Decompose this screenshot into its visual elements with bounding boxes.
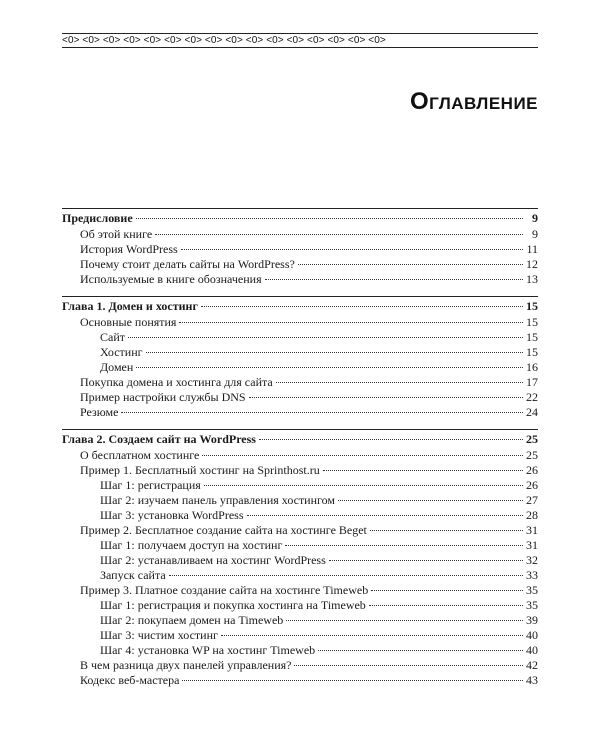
toc-page-number: 15 xyxy=(526,315,538,329)
toc-entry-title: Сайт xyxy=(100,330,125,344)
toc-page-number: 17 xyxy=(526,375,538,389)
toc-section xyxy=(62,673,538,688)
toc-subsection xyxy=(62,360,538,375)
toc-entry-title: Пример 3. Платное создание сайта на хостинге Timeweb xyxy=(80,583,369,597)
page-title: Оглавление xyxy=(409,88,538,115)
toc-entry-title: Шаг 3: чистим хостинг xyxy=(100,628,218,642)
dot-leader xyxy=(249,397,523,398)
toc-page-number: 13 xyxy=(526,272,538,286)
toc-subsection xyxy=(62,598,538,613)
toc-page-number: 31 xyxy=(526,538,538,552)
toc-entry-title: Пример 2. Бесплатное создание сайта на хостинге Beget xyxy=(80,523,367,537)
dot-leader xyxy=(181,249,523,250)
dot-leader xyxy=(285,545,523,546)
toc-subsection xyxy=(62,553,538,568)
dot-leader xyxy=(121,412,523,413)
toc-page-number: 22 xyxy=(526,390,538,404)
toc-page-number: 26 xyxy=(526,463,538,477)
toc-subsection xyxy=(62,568,538,583)
dot-leader xyxy=(276,382,523,383)
dot-leader xyxy=(323,470,523,471)
toc-page-number: 42 xyxy=(526,658,538,672)
toc-subsection xyxy=(62,478,538,493)
dot-leader xyxy=(265,279,523,280)
toc-subsection xyxy=(62,330,538,345)
toc-entry-title: Предисловие xyxy=(62,211,133,225)
dot-leader xyxy=(128,337,523,338)
toc-subsection xyxy=(62,345,538,360)
header-ornament: <0> <0> <0> <0> <0> <0> <0> <0> <0> <0> <0> <0> <0> <0> <0> <0> xyxy=(62,35,386,46)
toc-entry-title: Глава 2. Создаем сайт на WordPress xyxy=(62,432,256,446)
toc-entry-title: Шаг 1: регистрация xyxy=(100,478,201,492)
toc-page-number: 28 xyxy=(526,508,538,522)
toc-page-number: 25 xyxy=(526,448,538,462)
toc-page-number: 40 xyxy=(526,628,538,642)
toc-page-number: 15 xyxy=(526,345,538,359)
toc-page-number: 40 xyxy=(526,643,538,657)
toc-page-number: 43 xyxy=(526,673,538,687)
toc-page-number: 39 xyxy=(526,613,538,627)
toc-section xyxy=(62,405,538,420)
toc-entry-title: Резюме xyxy=(80,405,119,419)
dot-leader xyxy=(298,264,523,265)
dot-leader xyxy=(371,590,523,591)
toc-subsection xyxy=(62,493,538,508)
header-rule-bottom xyxy=(62,47,538,48)
dot-leader xyxy=(329,560,523,561)
toc-page-number: 26 xyxy=(526,478,538,492)
toc-chapter xyxy=(62,209,538,227)
dot-leader xyxy=(318,650,523,651)
toc-chapter xyxy=(62,297,538,315)
dot-leader xyxy=(247,515,524,516)
dot-leader xyxy=(202,455,523,456)
dot-leader xyxy=(370,530,523,531)
dot-leader xyxy=(369,605,523,606)
toc-entry-title: Пример 1. Бесплатный хостинг на Sprinthost.ru xyxy=(80,463,320,477)
toc-entry-title: Шаг 1: получаем доступ на хостинг xyxy=(100,538,283,552)
toc-section xyxy=(62,257,538,272)
dot-leader xyxy=(259,439,523,440)
toc-entry-title: Шаг 2: изучаем панель управления хостингом xyxy=(100,493,336,507)
toc-page-number: 27 xyxy=(526,493,538,507)
toc-page-number: 31 xyxy=(526,523,538,537)
toc-page-number: 16 xyxy=(526,360,538,374)
toc-page-number: 11 xyxy=(526,242,538,256)
dot-leader xyxy=(146,352,523,353)
toc-entry-title: Шаг 2: покупаем домен на Timeweb xyxy=(100,613,284,627)
toc-entry-title: Глава 1. Домен и хостинг xyxy=(62,299,198,313)
toc-entry-title: Домен xyxy=(100,360,134,374)
toc-page-number: 35 xyxy=(526,598,538,612)
toc-page-number: 32 xyxy=(526,553,538,567)
toc-entry-title: Запуск сайта xyxy=(100,568,166,582)
dot-leader xyxy=(182,680,523,681)
toc-page-number: 12 xyxy=(526,257,538,271)
dot-leader xyxy=(204,485,523,486)
toc-page-number: 33 xyxy=(526,568,538,582)
toc-entry-title: Шаг 4: установка WP на хостинг Timeweb xyxy=(100,643,316,657)
toc-chapter xyxy=(62,430,538,448)
toc-page-number: 24 xyxy=(526,405,538,419)
dot-leader xyxy=(179,322,523,323)
toc-page-number: 15 xyxy=(526,330,538,344)
dot-leader xyxy=(169,575,523,576)
toc-entry-title: Покупка домена и хостинга для сайта xyxy=(80,375,273,389)
dot-leader xyxy=(136,367,523,368)
toc-entry-title: О бесплатном хостинге xyxy=(80,448,200,462)
table-of-contents xyxy=(62,208,538,688)
dot-leader xyxy=(201,306,523,307)
toc-entry-title: История WordPress xyxy=(80,242,178,256)
toc-entry-title: В чем разница двух панелей управления? xyxy=(80,658,292,672)
toc-subsection xyxy=(62,613,538,628)
toc-section xyxy=(62,658,538,673)
toc-subsection xyxy=(62,628,538,643)
toc-entry-title: Шаг 2: устанавливаем на хостинг WordPress xyxy=(100,553,326,567)
dot-leader xyxy=(221,635,523,636)
toc-section xyxy=(62,315,538,330)
toc-page-number: 9 xyxy=(532,227,538,241)
toc-entry-title: Хостинг xyxy=(100,345,143,359)
toc-section xyxy=(62,583,538,598)
toc-entry-title: Почему стоит делать сайты на WordPress? xyxy=(80,257,295,271)
toc-section xyxy=(62,242,538,257)
dot-leader xyxy=(155,234,523,235)
toc-subsection xyxy=(62,538,538,553)
toc-entry-title: Основные понятия xyxy=(80,315,177,329)
toc-section xyxy=(62,390,538,405)
toc-page-number: 25 xyxy=(526,432,538,446)
dot-leader xyxy=(136,218,523,219)
toc-page-number: 35 xyxy=(526,583,538,597)
toc-section xyxy=(62,463,538,478)
toc-entry-title: Шаг 1: регистрация и покупка хостинга на Timeweb xyxy=(100,598,366,612)
toc-section xyxy=(62,272,538,287)
toc-entry-title: Шаг 3: установка WordPress xyxy=(100,508,244,522)
toc-section xyxy=(62,375,538,390)
toc-page-number: 15 xyxy=(526,299,538,313)
toc-subsection xyxy=(62,508,538,523)
toc-section xyxy=(62,523,538,538)
toc-subsection xyxy=(62,643,538,658)
toc-entry-title: Пример настройки службы DNS xyxy=(80,390,246,404)
dot-leader xyxy=(338,500,523,501)
toc-entry-title: Кодекс веб-мастера xyxy=(80,673,180,687)
toc-entry-title: Используемые в книге обозначения xyxy=(80,272,262,286)
toc-entry-title: Об этой книге xyxy=(80,227,153,241)
dot-leader xyxy=(286,620,523,621)
toc-section xyxy=(62,448,538,463)
toc-section xyxy=(62,227,538,242)
toc-page-number: 9 xyxy=(532,211,538,225)
dot-leader xyxy=(294,665,523,666)
